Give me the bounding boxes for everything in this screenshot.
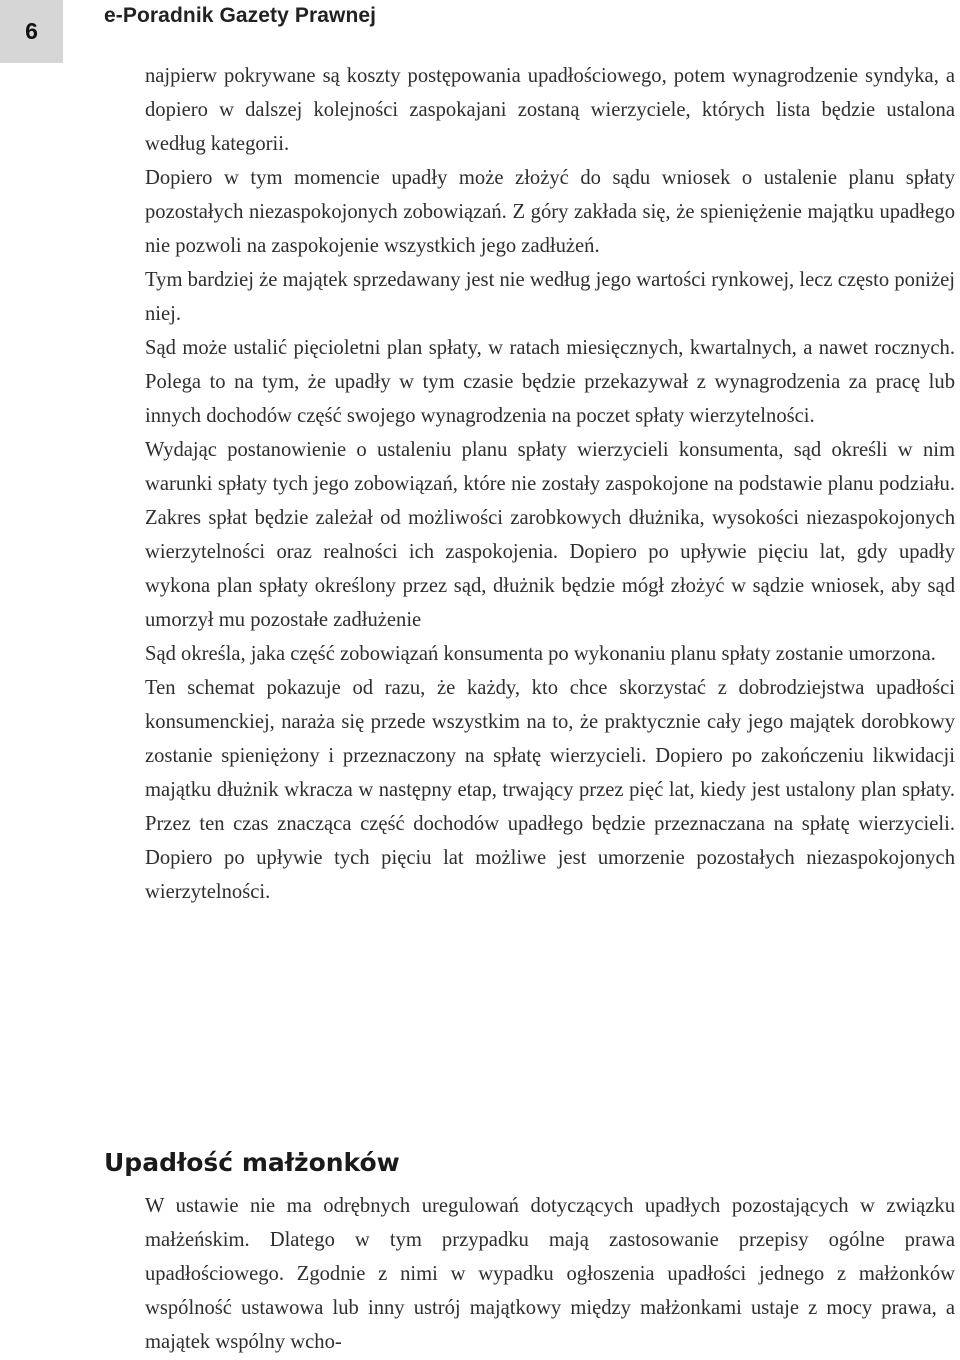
- paragraph: Dopiero w tym momencie upadły może złożyć do sądu wniosek o ustalenie planu spłaty pozostałych niezaspokojonych zobowiązań. Z góry zakłada się, że spieniężenie majątku upadłego nie pozwoli na zaspokojenie wszystkich jego zadłużeń.: [145, 167, 955, 257]
- paragraph: najpierw pokrywane są koszty postępowania upadłościowego, potem wynagrodzenie syndyka, a dopiero w dalszej kolejności zaspokajani zostaną wierzyciele, których lista będzie ustalona według kategorii.: [145, 65, 955, 155]
- paragraph: Sąd może ustalić pięcioletni plan spłaty, w ratach miesięcznych, kwartalnych, a nawet rocznych. Polega to na tym, że upadły w tym czasie będzie przekazywał z wynagrodzenia za pracę lub innych dochodów część swojego wynagrodzenia na poczet spłaty wierzytelności.: [145, 337, 955, 427]
- page-number-box: [0, 0, 63, 63]
- paragraph: Tym bardziej że majątek sprzedawany jest nie według jego wartości rynkowej, lecz często poniżej niej.: [145, 269, 955, 325]
- publication-title: e-Poradnik Gazety Prawnej: [104, 4, 377, 27]
- paragraph: Ten schemat pokazuje od razu, że każdy, kto chce skorzystać z dobrodziejstwa upadłości konsumenckiej, naraża się przede wszystkim na to, że praktycznie cały jego majątek dorobkowy zostanie spieniężony i przeznaczony na spłatę wierzycieli. Dopiero po zakończeniu likwidacji majątku dłużnik wkracza w następny etap, trwający przez pięć lat, kiedy jest ustalony plan spłaty. Przez ten czas znacząca część dochodów upadłego będzie przeznaczana na spłatę wierzycieli. Dopiero po upływie tych pięciu lat możliwe jest umorzenie pozostałych niezaspokojonych wierzytelności.: [145, 677, 955, 903]
- section-heading: Upadłość małżonków: [104, 1148, 400, 1177]
- paragraph: Wydając postanowienie o ustaleniu planu spłaty wierzycieli konsumenta, sąd określi w nim warunki spłaty tych jego zobowiązań, które nie zostały zaspokojone na podstawie planu podziału. Zakres spłat będzie zależał od możliwości zarobkowych dłużnika, wysokości niezaspokojonych wierzytelności oraz realności ich zaspokojenia. Dopiero po upływie pięciu lat, gdy upadły wykona plan spłaty określony przez sąd, dłużnik będzie mógł złożyć w sądzie wniosek, aby sąd umorzył mu pozostałe zadłużenie: [145, 439, 955, 631]
- page-number: 6: [25, 18, 38, 44]
- main-text: [145, 59, 955, 909]
- paragraph: W ustawie nie ma odrębnych uregulowań dotyczących upadłych pozostających w związku małżeńskim. Dlatego w tym przypadku mają zastosowanie przepisy ogólne prawa upadłościowego. Zgodnie z nimi w wypadku ogłoszenia upadłości jednego z małżonków wspólność ustawowa lub inny ustrój majątkowy między małżonkami ustaje z mocy prawa, a majątek wspólny wcho-: [145, 1195, 955, 1353]
- section-text: [145, 1189, 955, 1359]
- paragraph: Sąd określa, jaka część zobowiązań konsumenta po wykonaniu planu spłaty zostanie umorzona.: [145, 643, 936, 665]
